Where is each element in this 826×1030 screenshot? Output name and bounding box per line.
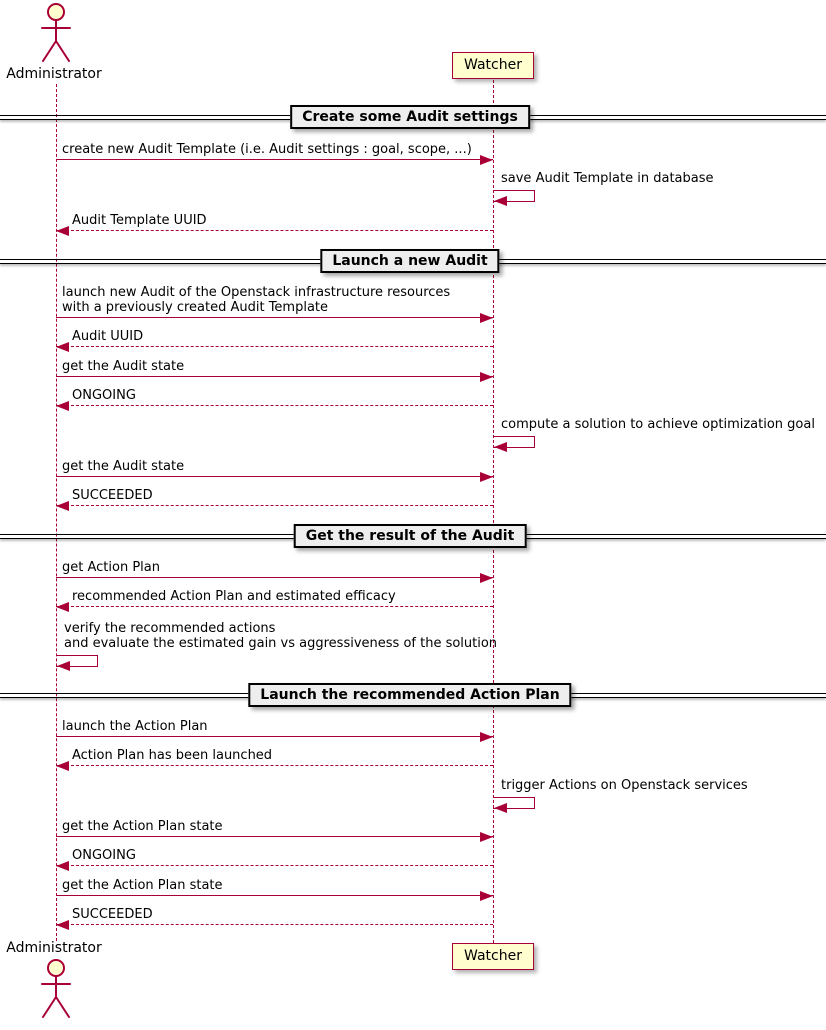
message-label [62,142,472,157]
arrow-head [494,803,507,813]
message-label [62,359,184,374]
message-label-line: Audit Template UUID [72,213,207,228]
message-line [56,505,493,506]
message-line [56,476,493,477]
participant-label-administrator-bottom: Administrator [6,940,102,956]
message-label-line: recommended Action Plan and estimated efficacy [72,589,396,604]
message-label [62,878,223,893]
message-label-line: ONGOING [72,388,136,403]
arrow-head [480,472,493,482]
arrow-head [56,602,69,612]
message-label [72,388,136,403]
message-label-line: ONGOING [72,848,136,863]
message-line [56,317,493,318]
message-label-line: get the Audit state [62,459,185,474]
section-divider-label: Launch the recommended Action Plan [248,683,571,707]
message-label [62,819,223,834]
actor-icon [34,2,78,66]
message-label-line: get the Audit state [62,359,185,374]
arrow-head [480,832,493,842]
message-line [56,606,493,607]
arrow-head [57,661,70,671]
section-divider-label: Launch a new Audit [320,249,499,273]
message-label-line: Action Plan has been launched [72,748,273,763]
message-label [72,907,153,922]
message-label [62,285,450,315]
message-line [56,230,493,231]
message-line [56,736,493,737]
message-label-line: verify the recommended actions [64,621,276,636]
lifeline-administrator [56,84,57,941]
arrow-head [56,501,69,511]
section-divider-label: Create some Audit settings [290,105,530,129]
message-line [56,405,493,406]
message-label [72,213,207,228]
message-line [56,895,493,896]
message-label [72,329,143,344]
message-label-line: launch new Audit of the Openstack infrastructure resources [62,285,451,300]
section-divider-label: Get the result of the Audit [294,524,527,548]
arrow-head [56,861,69,871]
arrow-head [56,401,69,411]
lifeline-watcher [493,80,494,943]
message-label-line: get the Action Plan state [62,878,223,893]
arrow-head [56,226,69,236]
message-label [62,459,184,474]
message-line [56,376,493,377]
message-label-line: save Audit Template in database [501,171,714,186]
arrow-head [480,155,493,165]
arrow-head [56,342,69,352]
message-line [56,577,493,578]
message-label [62,719,208,734]
message-label-line: SUCCEEDED [72,488,153,503]
message-label-line: create new Audit Template (i.e. Audit settings : goal, scope, ...) [62,142,472,157]
message-label-line: with a previously created Audit Template [62,300,329,315]
arrow-head [494,196,507,206]
arrow-head [56,761,69,771]
message-line [56,924,493,925]
message-line [56,346,493,347]
message-line [56,765,493,766]
message-label-line: launch the Action Plan [62,719,208,734]
message-label [72,848,136,863]
arrow-head [480,313,493,323]
arrow-head [480,732,493,742]
message-label-line: compute a solution to achieve optimization goal [501,417,815,432]
message-label [72,488,153,503]
participant-watcher-top: Watcher [452,52,534,79]
message-line [56,159,493,160]
arrow-head [480,891,493,901]
arrow-head [480,573,493,583]
message-line [56,836,493,837]
message-label-line: trigger Actions on Openstack services [501,778,748,793]
participant-watcher-bottom: Watcher [452,943,534,970]
message-label-line: and evaluate the estimated gain vs aggressiveness of the solution [64,636,498,651]
message-label [501,171,714,186]
message-label [64,621,497,651]
message-label [72,748,272,763]
message-label-line: Audit UUID [72,329,144,344]
arrow-head [480,372,493,382]
message-label-line: get the Action Plan state [62,819,223,834]
arrow-head [494,442,507,452]
arrow-head [56,920,69,930]
message-label-line: get Action Plan [62,560,160,575]
message-label [501,778,748,793]
message-label-line: SUCCEEDED [72,907,153,922]
message-label [72,589,396,604]
message-line [56,865,493,866]
message-label [501,417,815,432]
participant-label-administrator-top: Administrator [6,66,102,82]
actor-icon [34,958,78,1022]
message-label [62,560,160,575]
